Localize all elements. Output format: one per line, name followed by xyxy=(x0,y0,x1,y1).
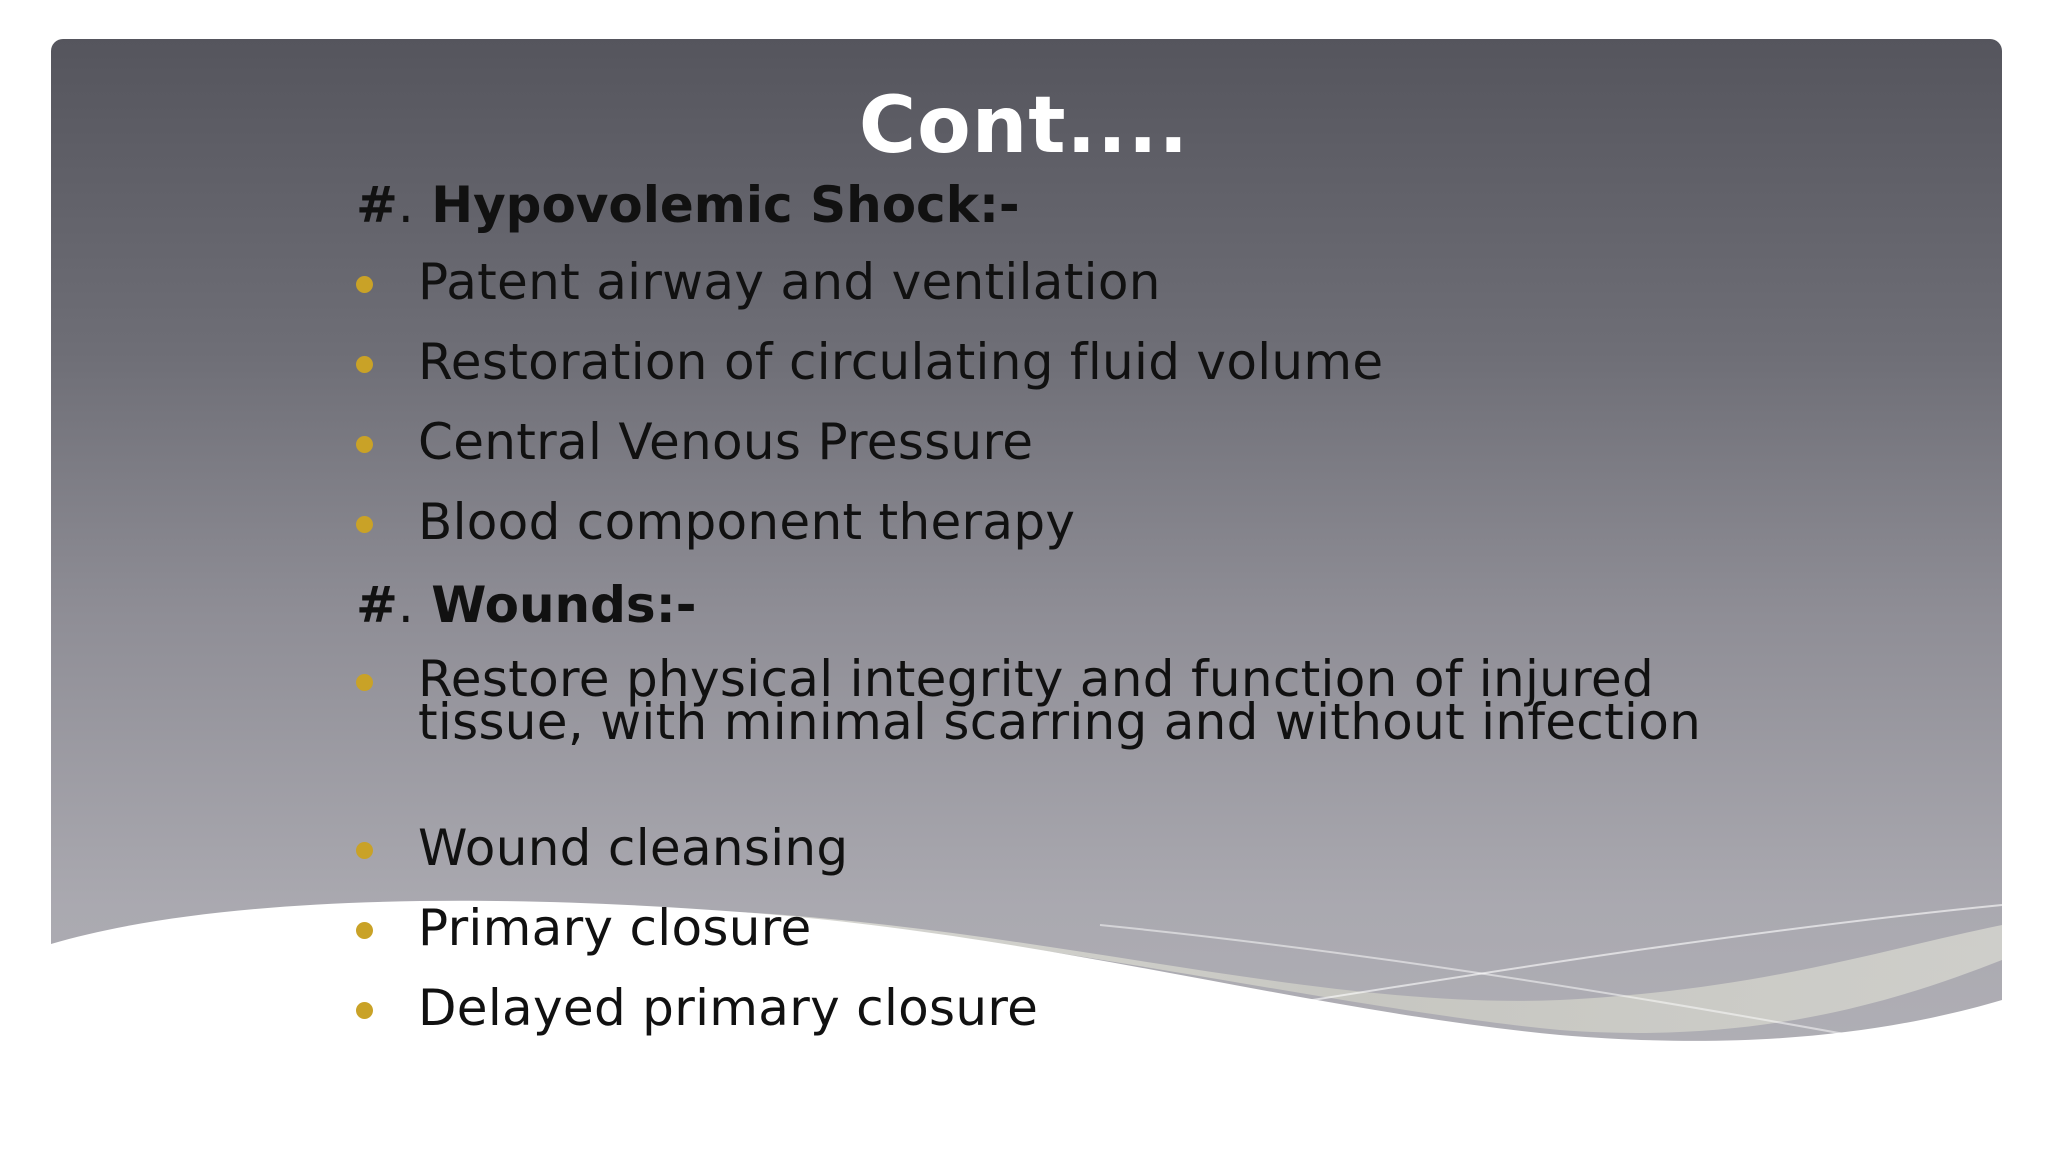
heading-dot: . xyxy=(397,576,414,634)
bullet-dot-icon xyxy=(356,842,373,859)
bullet-item xyxy=(356,652,1756,818)
bullet-item xyxy=(356,978,1756,1058)
bullet-dot-icon xyxy=(356,1002,373,1019)
bullet-text: Delayed primary closure xyxy=(418,979,1039,1037)
bullet-item xyxy=(356,412,1756,492)
bullet-text: Primary closure xyxy=(418,899,812,957)
heading-hash: # xyxy=(356,176,398,234)
slide-title: Cont.... xyxy=(858,81,1190,171)
bullet-item xyxy=(356,818,1756,898)
bullet-dot-icon xyxy=(356,436,373,453)
bullet-text: Restore physical integrity and function of injured tissue, with minimal scarring and without infection xyxy=(418,650,1702,751)
bullet-item xyxy=(356,332,1756,412)
bullet-dot-icon xyxy=(356,516,373,533)
heading-dot: . xyxy=(397,176,414,234)
bullet-dot-icon xyxy=(356,356,373,373)
heading-hash: # xyxy=(356,576,398,634)
bullet-text: Central Venous Pressure xyxy=(418,413,1034,471)
heading-text: Wounds:- xyxy=(431,576,697,634)
bullet-text: Wound cleansing xyxy=(418,819,849,877)
heading-text: Hypovolemic Shock:- xyxy=(431,176,1020,234)
bullet-dot-icon xyxy=(356,276,373,293)
bullet-item xyxy=(356,252,1756,332)
bullet-dot-icon xyxy=(356,674,373,691)
section-heading-wounds xyxy=(356,572,1756,652)
bullet-dot-icon xyxy=(356,922,373,939)
slide-content xyxy=(356,172,1756,1058)
bullet-item xyxy=(356,492,1756,572)
bullet-text: Blood component therapy xyxy=(418,493,1076,551)
bullet-text: Patent airway and ventilation xyxy=(418,253,1161,311)
bullet-text: Restoration of circulating fluid volume xyxy=(418,333,1384,391)
bullet-item xyxy=(356,898,1756,978)
section-heading-hypovolemic-shock xyxy=(356,172,1756,252)
